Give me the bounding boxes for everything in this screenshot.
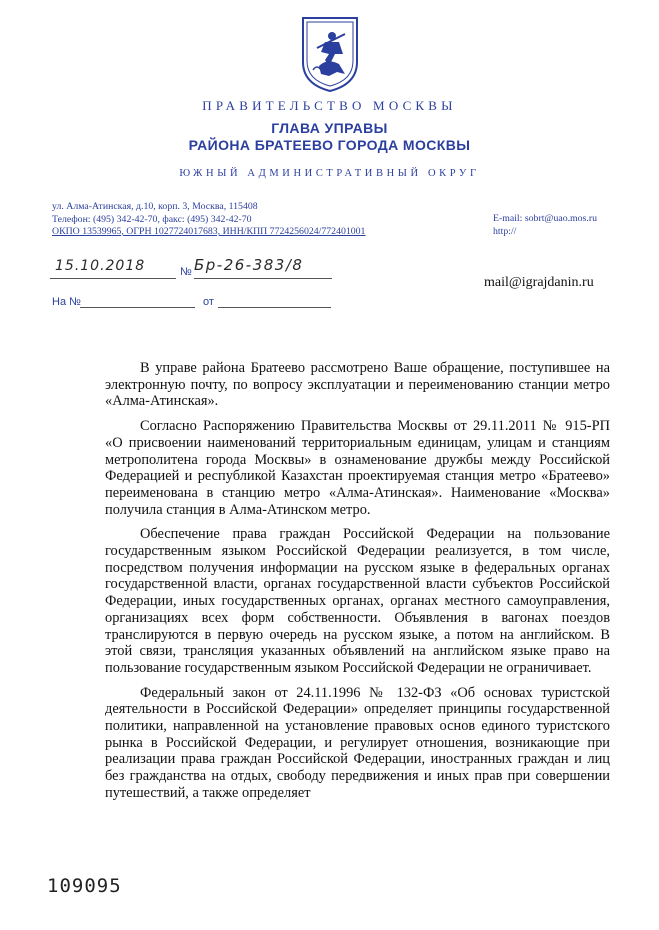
codes-line: ОКПО 13539965, ОГРН 1027724017683, ИНН/КПП 7724256024/772401001	[52, 226, 366, 237]
chief-title-line2: РАЙОНА БРАТЕЕВО ГОРОДА МОСКВЫ	[188, 137, 471, 153]
on-number-underline	[80, 307, 195, 308]
address-line: ул. Алма-Атинская, д.10, корп. 3, Москва, 115408	[52, 201, 258, 212]
number-underline	[194, 278, 332, 279]
web-line[interactable]: http://	[493, 225, 517, 237]
paragraph: Федеральный закон от 24.11.1996 № 132-ФЗ «Об основах туристской деятельности в Российской Федерации» определяет принципы государственной политики, направленной на установление правовых основ единого туристского рынка в Российской Федерации, и регулирует отношения, возникающие при реализации права граждан Российской Федерации, иностранных граждан и лиц без гражданства на отдых, свободу передвижения и иных прав при совершении путешествий, а также определяет	[105, 684, 610, 801]
paragraph: В управе района Братеево рассмотрено Ваше обращение, поступившее на электронную почту, по вопросу эксплуатации и переименованию станции метро «Алма-Атинская».	[105, 360, 610, 410]
government-title: ПРАВИТЕЛЬСТВО МОСКВЫ	[202, 98, 457, 113]
date-underline	[50, 278, 176, 279]
contact-right-block	[493, 213, 597, 238]
phone-line: Телефон: (495) 342-42-70, факс: (495) 342-42-70	[52, 213, 252, 225]
number-sign-label: №	[180, 266, 192, 278]
chief-title-line1: ГЛАВА УПРАВЫ	[271, 120, 388, 136]
handwritten-number: Бр-26-383/8	[194, 256, 304, 274]
paragraph: Обеспечение права граждан Российской Федерации на пользование государственным языком Российской Федерации реализуется, в том числе, посредством получения информации на русском языке в федеральных органах государственной власти, органах государственной власти субъектов Российской Федерации, иных государственных органах, органах местного самоуправления, организациях всех форм собственности. Объявления в вагонах поездов транслируются в первую очередь на русском языке, а потом на английском. В этой связи, трансляция указанных объявлений на английском языке право на пользование государственным языком Российской Федерации не ограничивает.	[105, 526, 610, 676]
email-line[interactable]: E-mail: sobrt@uao.mos.ru	[493, 213, 597, 224]
okrug-title: ЮЖНЫЙ АДМИНИСТРАТИВНЫЙ ОКРУГ	[179, 168, 480, 179]
handwritten-date: 15.10.2018	[55, 258, 146, 274]
contact-block	[52, 201, 365, 239]
on-number-label: На №	[52, 296, 81, 308]
moscow-coat-of-arms-icon	[299, 14, 361, 94]
from-underline	[218, 307, 331, 308]
letter-body	[105, 360, 610, 810]
recipient-address: mail@igrajdanin.ru	[484, 275, 594, 290]
stamp-number: 109095	[47, 875, 122, 897]
from-label: от	[203, 296, 214, 308]
paragraph: Согласно Распоряжению Правительства Москвы от 29.11.2011 № 915-РП «О присвоении наименований территориальным единицам, улицам и станциям метрополитена города Москвы» в ознаменование дружбы между Российской Федерацией и республикой Казахстан проектируемая станция метро «Братеево» переименована в станцию метро «Алма-Атинская». Наименование «Москва» получила станция в Алма-Атинском метро.	[105, 418, 610, 518]
